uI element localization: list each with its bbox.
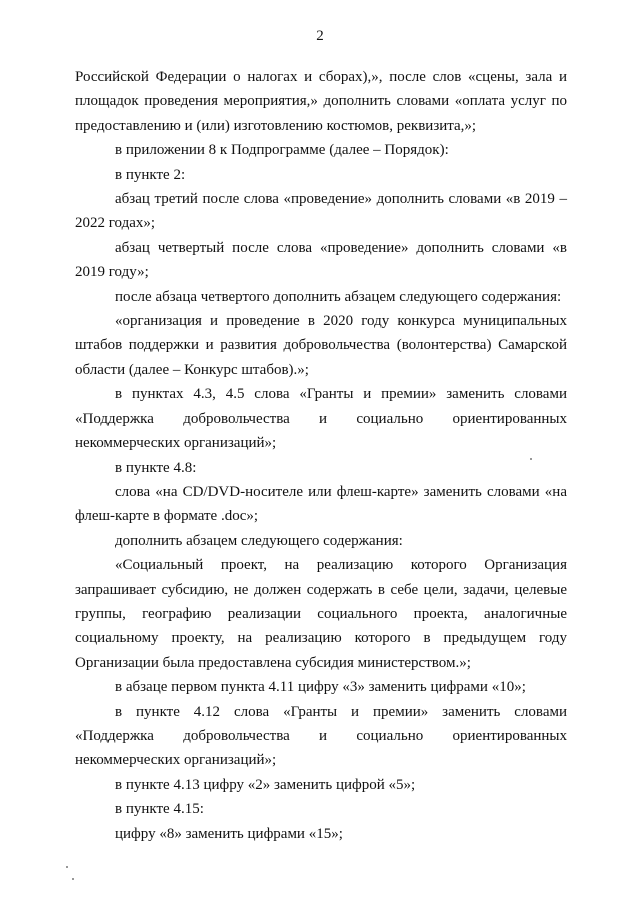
paragraph: дополнить абзацем следующего содержания: [115,532,403,549]
paragraph: в абзаце первом пункта 4.11 цифру «3» заменить цифрами «10»; [115,679,526,696]
paragraph: цифру «8» заменить цифрами «15»; [115,825,343,842]
document-body [75,65,567,846]
paragraph: «Социальный проект, на реализацию которого Организация запрашивает субсидию, не должен содержать в себе цели, задачи, целевые группы, географию реализации социального проекта, аналогичные социальному проекту, на реализацию которого в предыдущем году Организации была предоставлена субсидия министерством.»; [75,557,567,671]
paragraph: «организация и проведение в 2020 году конкурса муниципальных штабов поддержки и развития добровольчества (волонтерства) Самарской области (далее – Конкурс штабов).»; [75,313,567,378]
paragraph: слова «на CD/DVD-носителе или флеш-карте» заменить словами «на флеш-карте в формате .doc»; [75,483,567,525]
paragraph: Российской Федерации о налогах и сборах),», после слов «сцены, зала и площадок проведения мероприятия,» дополнить словами «оплата услуг по предоставлению и (или) изготовлению костюмов, реквизита,»; [75,69,567,134]
paragraph: абзац третий после слова «проведение» дополнить словами «в 2019 – 2022 годах»; [75,191,567,232]
paragraph: в пунктах 4.3, 4.5 слова «Гранты и премии» заменить словами «Поддержка добровольчества и социально ориентированных некоммерческих организаций»; [75,386,567,452]
paragraph: в пункте 4.13 цифру «2» заменить цифрой «5»; [115,776,416,793]
paragraph: в пункте 4.15: [115,801,204,818]
paragraph: абзац четвертый после слова «проведение» дополнить словами «в 2019 году»; [75,239,567,281]
scan-speck [72,878,74,880]
scan-speck [530,458,532,460]
scan-speck [66,866,68,868]
paragraph: после абзаца четвертого дополнить абзацем следующего содержания: [115,288,562,305]
paragraph: в пункте 2: [115,166,186,183]
paragraph: в пункте 4.8: [115,459,197,476]
paragraph: в приложении 8 к Подпрограмме (далее – Порядок): [115,142,449,159]
page-number: 2 [316,28,324,44]
paragraph: в пункте 4.12 слова «Гранты и премии» заменить словами «Поддержка добровольчества и социально ориентированных некоммерческих организаций»; [75,703,567,769]
